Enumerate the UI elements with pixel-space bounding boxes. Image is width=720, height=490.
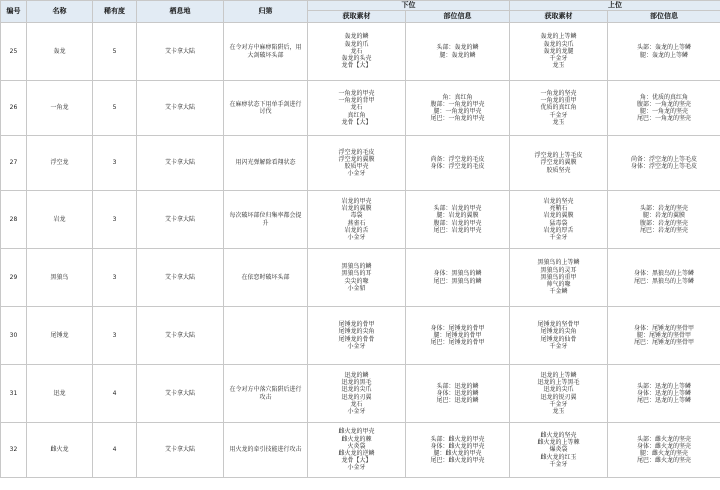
row-low-parts-cell: 头部：迅龙的鳞 身体：迅龙的鳞 尾巴：迅龙的鳞 [406,365,510,423]
row-habitat-cell: 艾卡拿大陆 [137,365,224,423]
row-habitat-cell: 艾卡拿大陆 [137,191,224,249]
row-id-cell: 26 [1,81,27,136]
row-rarity-cell: 5 [93,23,137,81]
row-high-materials-cell: 雌火龙的坚壳 雌火龙的上等棘 爆炎袋 雌火龙的红玉 千金牙 [510,423,608,478]
row-high-materials-cell: 迅龙的上等鳞 迅龙的上等黑毛 迅龙的尖爪 迅龙的锐刃翼 千金牙 龙玉 [510,365,608,423]
row-high-parts-cell: 身体：尾锤龙的坚骨甲 腿：尾锤龙的坚骨甲 尾巴：尾锤龙的坚骨甲 [608,307,720,365]
row-capture-cell: 用火龙的牵引技能进行攻击 [224,423,308,478]
header-high-rank: 上位 [510,1,720,11]
row-rarity-cell: 4 [93,423,137,478]
row-id-cell: 28 [1,191,27,249]
row-high-parts-cell: 身体：黑狼鸟的上等鳞 尾巴：黑狼鸟的上等鳞 [608,249,720,307]
header-low-materials: 获取素材 [308,11,406,23]
row-high-parts-cell: 头部：岩龙的坚壳 腿：岩龙的翼膜 腹部：岩龙的坚壳 尾巴：岩龙的坚壳 [608,191,720,249]
row-low-materials-cell: 岩龙的甲壳 岩龙的翼膜 毒袋 燕雀石 岩龙的舌 小金牙 [308,191,406,249]
table-row [1,81,720,136]
row-name-cell: 雌火龙 [27,423,93,478]
row-name-cell: 尾锤龙 [27,307,93,365]
header-rarity: 稀有度 [93,1,137,23]
row-name-cell: 黑狼鸟 [27,249,93,307]
row-high-parts-cell: 头部：迅龙的上等鳞 身体：迅龙的上等鳞 尾巴：迅龙的上等鳞 [608,365,720,423]
header-id: 编号 [1,1,27,23]
row-capture-cell: 用闪光弹解除看翔状态 [224,136,308,191]
row-high-parts-cell: 头部：轰龙的上等鳞 腿：轰龙的上等鳞 [608,23,720,81]
row-id-cell: 25 [1,23,27,81]
row-name-cell: 岩龙 [27,191,93,249]
row-low-materials-cell: 一角龙的甲壳 一角龙的背甲 龙石 真红角 龙骨【大】 [308,81,406,136]
row-rarity-cell: 5 [93,81,137,136]
row-high-materials-cell: 轰龙的上等鳞 轰龙的尖爪 轰龙的龙腿 千金牙 龙玉 [510,23,608,81]
row-habitat-cell: 艾卡拿大陆 [137,136,224,191]
row-rarity-cell: 3 [93,307,137,365]
row-high-materials-cell: 黑狼鸟的上等鳞 黑狼鸟的灵耳 黑狼鸟的重甲 帅气的喙 千金鳞 [510,249,608,307]
table-row [1,191,720,249]
header-high-parts: 部位信息 [608,11,720,23]
row-capture-cell: 在令对方中落穴陷阱后进行攻击 [224,365,308,423]
row-rarity-cell: 3 [93,191,137,249]
row-habitat-cell: 艾卡拿大陆 [137,81,224,136]
row-high-materials-cell: 岩龙的坚壳 亮鞘石 岩龙的翼膜 猛毒袋 岩龙的厚舌 千金牙 [510,191,608,249]
row-capture-cell: 在令对方中麻痹陷阱后，用大剑破坏头部 [224,23,308,81]
row-capture-cell: 每次破坏部位归集率都会提升 [224,191,308,249]
row-low-materials-cell: 轰龙的鳞 轰龙的爪 龙石 轰龙的头壳 龙骨【大】 [308,23,406,81]
header-capture: 归第 [224,1,308,23]
table-row [1,23,720,81]
row-high-materials-cell: 一角龙的坚壳 一角龙的重甲 优质的真红角 千金牙 龙玉 [510,81,608,136]
row-high-materials-cell: 尾锤龙的坚骨甲 尾锤龙的尖角 尾锤龙的仙骨 千金牙 [510,307,608,365]
row-id-cell: 29 [1,249,27,307]
row-name-cell: 迅龙 [27,365,93,423]
row-low-parts-cell: 头部：雌火龙的甲壳 身体：雌火龙的甲壳 腿：雌火龙的甲壳 尾巴：雌火龙的甲壳 [406,423,510,478]
row-low-parts-cell: 头部：轰龙的鳞 腿：轰龙的鳞 [406,23,510,81]
row-name-cell: 浮空龙 [27,136,93,191]
row-high-materials-cell: 浮空龙的上等毛皮 浮空龙的翼膜 胶质坚壳 [510,136,608,191]
header-name: 名称 [27,1,93,23]
header-low-parts: 部位信息 [406,11,510,23]
row-low-materials-cell: 浮空龙的毛皮 浮空龙的翼膜 胶质甲壳 小金牙 [308,136,406,191]
row-low-parts-cell: 身体：尾锤龙的骨甲 腿：尾锤龙的骨甲 尾巴：尾锤龙的骨甲 [406,307,510,365]
row-capture-cell: 在麻痹状态下用单手剑进行讨伐 [224,81,308,136]
row-high-parts-cell: 头部：雌火龙的坚壳 身体：雌火龙的坚壳 腿：雌火龙的坚壳 尾巴：雌火龙的坚壳 [608,423,720,478]
row-id-cell: 30 [1,307,27,365]
row-low-parts-cell: 头部：岩龙的甲壳 腿：岩龙的翼膜 腹部：岩龙的甲壳 尾巴：岩龙的甲壳 [406,191,510,249]
row-low-materials-cell: 尾锤龙的骨甲 尾锤龙的尖角 尾锤龙的骨骨 小金牙 [308,307,406,365]
row-habitat-cell: 艾卡拿大陆 [137,249,224,307]
table-row [1,423,720,478]
row-habitat-cell: 艾卡拿大陆 [137,307,224,365]
table-row [1,249,720,307]
row-low-parts-cell: 身体：黑狼鸟的鳞 尾巴：黑狼鸟的鳞 [406,249,510,307]
row-id-cell: 27 [1,136,27,191]
row-rarity-cell: 3 [93,249,137,307]
row-low-parts-cell: 角：真红角 腹部：一角龙的甲壳 腿：一角龙的甲壳 尾巴：一角龙的甲壳 [406,81,510,136]
table-body [1,23,720,478]
row-rarity-cell: 4 [93,365,137,423]
row-low-materials-cell: 雌火龙的甲壳 雌火龙的棘 火炎袋 雌火龙的逆鳞 龙骨【大】 小金牙 [308,423,406,478]
row-capture-cell: 在依恋时破坏头部 [224,249,308,307]
row-habitat-cell: 艾卡拿大陆 [137,23,224,81]
row-id-cell: 32 [1,423,27,478]
row-id-cell: 31 [1,365,27,423]
header-low-rank: 下位 [308,1,510,11]
header-habitat: 栖息地 [137,1,224,23]
row-low-materials-cell: 黑狼鸟的鳞 黑狼鸟的耳 尖尖的喙 小金貂 [308,249,406,307]
row-high-parts-cell: 尚备：浮空龙的上等毛皮 身体：浮空龙的上等毛皮 [608,136,720,191]
row-low-parts-cell: 尚备：浮空龙的毛皮 身体：浮空龙的毛皮 [406,136,510,191]
table-row [1,307,720,365]
row-low-materials-cell: 迅龙的鳞 迅龙的黑毛 迅龙的尖爪 迅龙的刃翼 龙石 小金牙 [308,365,406,423]
row-capture-cell [224,307,308,365]
table-row [1,365,720,423]
row-name-cell: 轰龙 [27,23,93,81]
row-name-cell: 一角龙 [27,81,93,136]
header-high-materials: 获取素材 [510,11,608,23]
row-habitat-cell: 艾卡拿大陆 [137,423,224,478]
row-rarity-cell: 3 [93,136,137,191]
table-row [1,136,720,191]
row-high-parts-cell: 角：优质的真红角 腹部：一角龙的坚壳 腿：一角龙的坚壳 尾巴：一角龙的坚壳 [608,81,720,136]
